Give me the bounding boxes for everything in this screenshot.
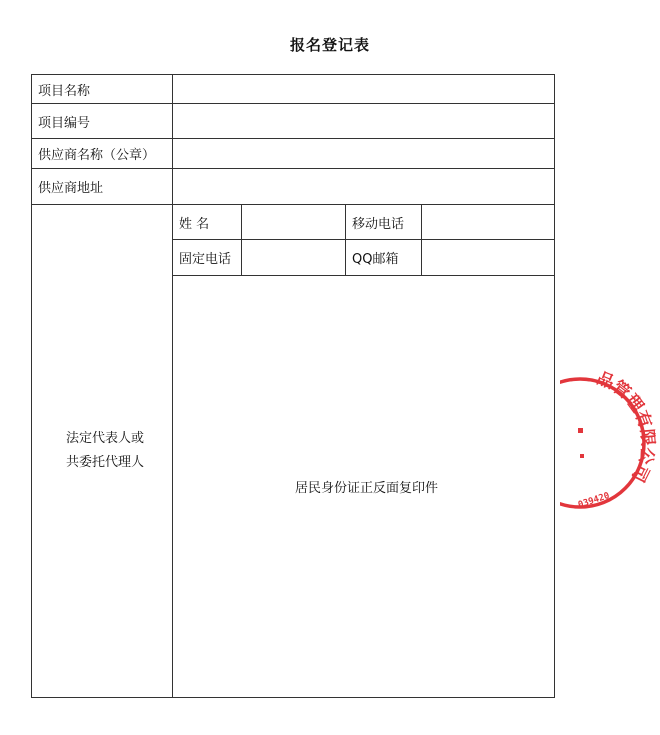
mobile-label: 移动电话 bbox=[346, 205, 422, 240]
project-name-field[interactable] bbox=[173, 75, 555, 104]
supplier-address-row bbox=[32, 169, 555, 205]
legal-representative-label bbox=[32, 205, 173, 698]
supplier-name-label: 供应商名称（公章） bbox=[32, 139, 173, 169]
project-number-label: 项目编号 bbox=[32, 104, 173, 139]
registration-form-table bbox=[31, 74, 555, 698]
supplier-name-field[interactable] bbox=[173, 139, 555, 169]
landline-field[interactable] bbox=[242, 240, 346, 276]
project-number-field[interactable] bbox=[173, 104, 555, 139]
rep-label-line-2: 共委托代理人 bbox=[65, 455, 144, 470]
mobile-field[interactable] bbox=[422, 205, 555, 240]
qq-email-label: QQ邮箱 bbox=[346, 240, 422, 276]
supplier-address-label: 供应商地址 bbox=[32, 169, 173, 205]
company-seal-stamp bbox=[560, 368, 660, 518]
id-card-copy-area bbox=[173, 276, 555, 698]
project-number-row bbox=[32, 104, 555, 139]
name-label: 姓 名 bbox=[173, 205, 242, 240]
supplier-address-field[interactable] bbox=[173, 169, 555, 205]
id-card-copy-label: 居民身份证正反面复印件 bbox=[294, 481, 438, 496]
seal-mark-2 bbox=[580, 454, 584, 458]
project-name-row bbox=[32, 75, 555, 104]
name-field[interactable] bbox=[242, 205, 346, 240]
document-title: 报名登记表 bbox=[289, 36, 370, 54]
seal-text: 品管理有限公司 bbox=[593, 368, 658, 486]
qq-email-field[interactable] bbox=[422, 240, 555, 276]
rep-name-row bbox=[32, 205, 555, 240]
rep-label-line-1: 法定代表人或 bbox=[65, 431, 144, 446]
seal-number: 039420 bbox=[576, 491, 611, 511]
project-name-label: 项目名称 bbox=[32, 75, 173, 104]
supplier-name-row bbox=[32, 139, 555, 169]
seal-mark-1 bbox=[578, 428, 583, 433]
landline-label: 固定电话 bbox=[173, 240, 242, 276]
